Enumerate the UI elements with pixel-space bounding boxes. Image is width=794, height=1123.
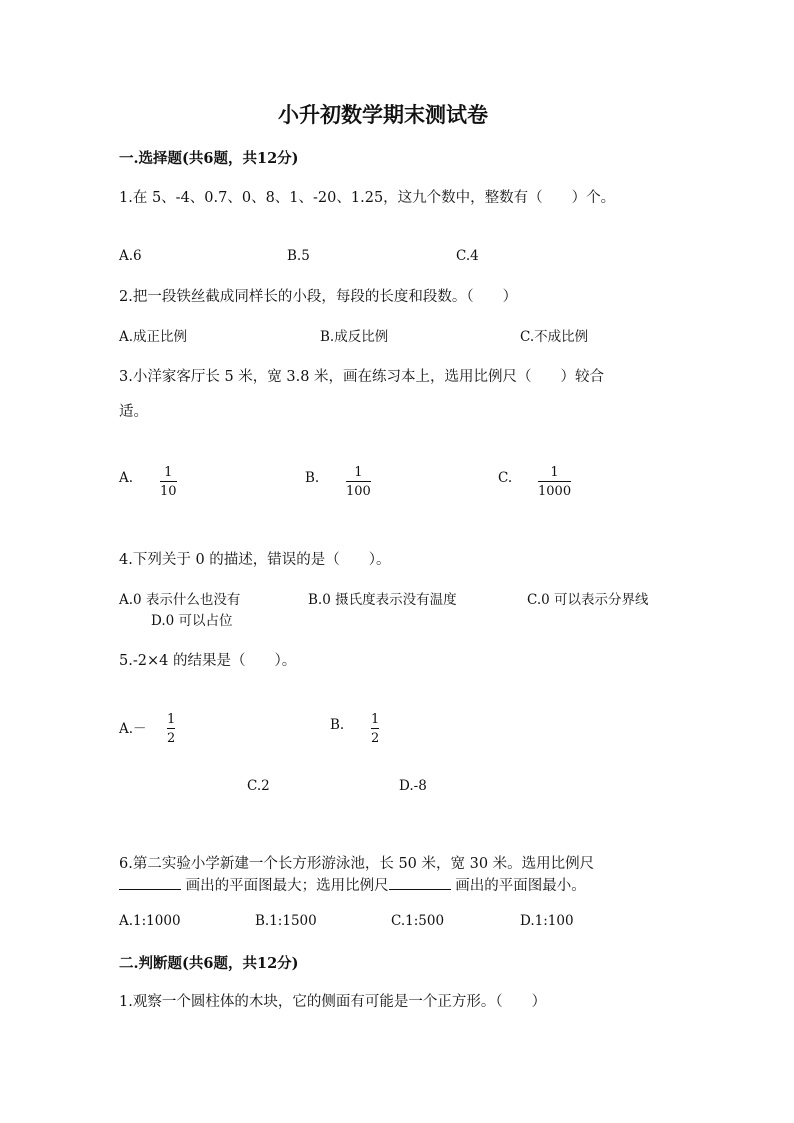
q6-option-c: C.1:500 [391,913,445,929]
q1-option-a: A.6 [119,248,142,264]
q5-option-a-numerator: 1 [167,712,176,727]
question-6-line-2-part-a: 画出的平面图最大；选用比例尺 [185,878,389,894]
q6-option-a: A.1:1000 [119,913,181,929]
q3-option-b-fraction [346,465,371,499]
q5-option-b-numerator: 1 [371,712,380,727]
fraction-bar [538,481,571,482]
q5-option-b-fraction [371,712,379,746]
q4-option-d: D.0 可以占位 [151,613,233,629]
question-5-text: 5.-2×4 的结果是（ ）。 [119,653,297,669]
q1-option-b: B.5 [287,248,310,264]
q3-option-a-label: A. [119,470,134,486]
q4-option-c: C.0 可以表示分界线 [527,592,649,608]
q3-option-a-fraction [160,465,177,499]
question-3-line-2: 适。 [119,404,148,420]
question-6-line-1: 6.第二实验小学新建一个长方形游泳池，长 50 米，宽 30 米。选用比例尺 [119,856,595,872]
question-2-text: 2.把一段铁丝截成同样长的小段，每段的长度和段数。（ ） [119,289,518,305]
q6-option-d: D.1:100 [520,913,574,929]
q2-option-a: A.成正比例 [119,329,188,345]
page-title: 小升初数学期末测试卷 [278,102,488,127]
q3-option-c-fraction [538,465,571,499]
judgement-question-1-text: 1.观察一个圆柱体的木块，它的侧面有可能是一个正方形。（ ） [119,994,547,1010]
question-1-text: 1.在 5、-4、0.7、0、8、1、-20、1.25，这九个数中，整数有（ ）个。 [119,190,616,206]
q3-option-b-denominator: 100 [346,484,371,499]
answer-blank-1[interactable] [119,877,181,890]
fraction-bar [371,728,379,729]
q5-option-a-fraction [167,712,175,746]
answer-blank-2[interactable] [389,877,451,890]
q3-option-a-numerator: 1 [164,465,173,480]
q5-option-a-label: A.－ [119,721,147,737]
q2-option-c: C.不成比例 [520,329,589,345]
q5-option-a-denominator: 2 [167,731,176,746]
q3-option-c-denominator: 1000 [538,484,572,499]
q5-option-d: D.-8 [399,778,427,794]
q5-option-b-label: B. [330,717,345,733]
q5-option-b-denominator: 2 [371,731,380,746]
fraction-bar [346,481,371,482]
question-6-line-2-part-b: 画出的平面图最小。 [455,878,586,894]
q3-option-c-label: C. [498,470,513,486]
q3-option-c-numerator: 1 [550,465,559,480]
q4-option-b: B.0 摄氏度表示没有温度 [308,592,457,608]
fraction-bar [160,481,177,482]
fraction-bar [167,728,175,729]
q2-option-b: B.成反比例 [320,329,389,345]
q4-option-a: A.0 表示什么也没有 [119,592,241,608]
question-3-line-1: 3.小洋家客厅长 5 米，宽 3.8 米，画在练习本上，选用比例尺（ ）较合 [119,369,605,385]
q3-option-b-numerator: 1 [354,465,363,480]
q1-option-c: C.4 [456,248,479,264]
q3-option-a-denominator: 10 [160,484,177,499]
q5-option-c: C.2 [247,778,270,794]
question-4-text: 4.下列关于 0 的描述，错误的是（ ）。 [119,552,391,568]
q6-option-b: B.1:1500 [255,913,317,929]
question-6-line-2 [119,874,586,895]
section2-heading: 二.判断题(共6题，共12分) [119,955,299,972]
q3-option-b-label: B. [305,470,320,486]
section1-heading: 一.选择题(共6题，共12分) [119,150,299,167]
